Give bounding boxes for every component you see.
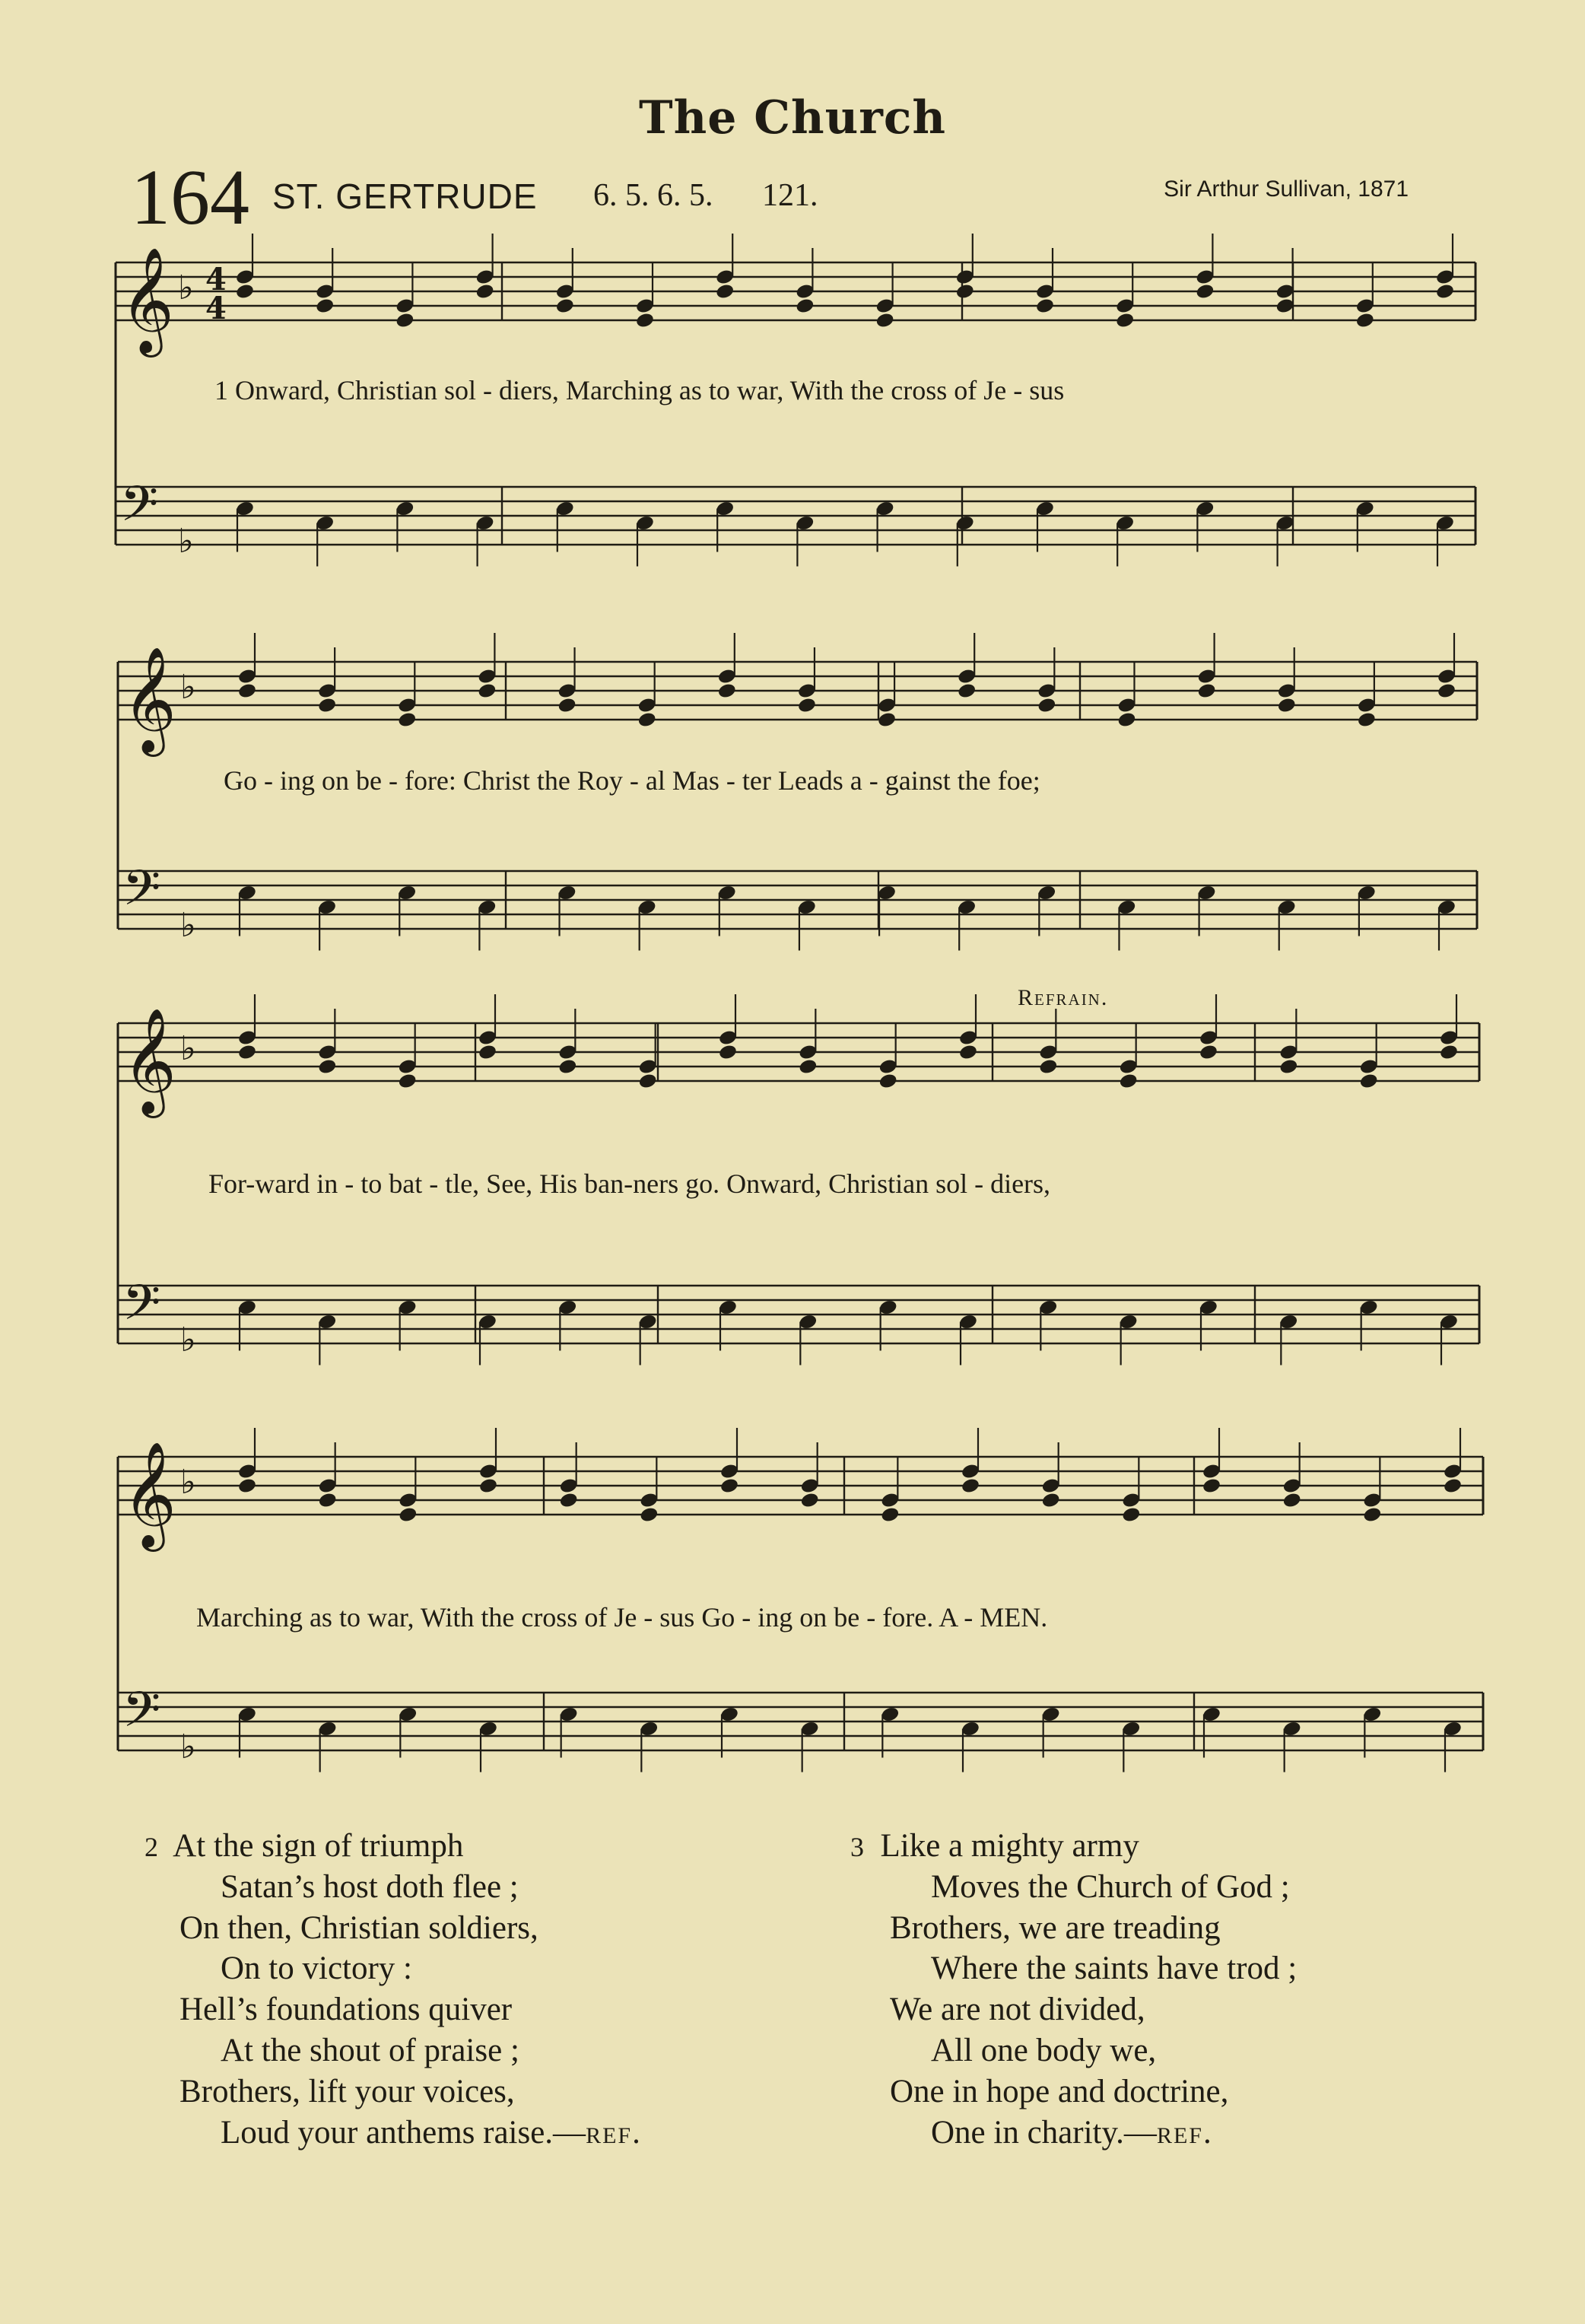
note-head (1275, 297, 1295, 315)
note-head (477, 682, 497, 700)
note-head (880, 1506, 900, 1524)
note-head (875, 312, 895, 329)
flat-key-signature: ♭ (180, 1029, 196, 1068)
verse-line: One in hope and doctrine, (890, 2073, 1229, 2109)
note-head (318, 1492, 338, 1509)
note-head (475, 283, 495, 300)
verse-line: On to victory : (221, 1950, 412, 1987)
note-head (395, 312, 415, 329)
treble-clef: 𝄞 (120, 247, 174, 353)
lyric-line-1: 1 Onward, Christian sol - diers, Marching as to war, With the cross of Je - sus (214, 375, 1065, 405)
verse-line: All one body we, (931, 2032, 1157, 2068)
bass-clef: 𝄢 (122, 1275, 161, 1343)
hymn-number: 164 (131, 154, 249, 241)
verse-line: Satan’s host doth flee ; (221, 1868, 519, 1905)
note-head (878, 1073, 898, 1090)
bass-clef: 𝄢 (122, 860, 161, 929)
note-head (1202, 1477, 1221, 1495)
note-head (1435, 283, 1455, 300)
note-head (717, 682, 737, 700)
note-head (718, 1044, 738, 1061)
verse-number: 2 (145, 1832, 158, 1862)
refrain-mark: ref. (1156, 2114, 1213, 2151)
flat-key-signature: ♭ (180, 1728, 196, 1766)
verse-line: We are not divided, (890, 1992, 1145, 2028)
note-head (397, 711, 417, 729)
treble-clef: 𝄞 (122, 1442, 176, 1547)
running-head: The Church (638, 91, 947, 145)
note-head (1359, 1073, 1379, 1090)
bass-clef: 𝄢 (120, 476, 159, 545)
note-head (1195, 283, 1215, 300)
verse-2 (145, 1826, 642, 2153)
note-head (1035, 297, 1055, 315)
note-head (557, 697, 577, 714)
note-head (235, 283, 255, 300)
tune-name: ST. GERTRUDE (272, 176, 538, 216)
note-head (317, 697, 337, 714)
verse-number: 3 (850, 1832, 864, 1862)
note-head (958, 1044, 978, 1061)
note-head (800, 1492, 820, 1509)
note-head (877, 711, 897, 729)
composer: Sir Arthur Sullivan, 1871 (1164, 176, 1409, 202)
treble-clef: 𝄞 (122, 647, 176, 752)
note-head (1437, 682, 1456, 700)
note-head (1355, 312, 1375, 329)
note-head (398, 1073, 418, 1090)
note-head (1357, 711, 1377, 729)
verse-line: Loud your anthems raise.— (221, 2114, 586, 2151)
verse-line: At the sign of triumph (173, 1828, 464, 1864)
verse-line: At the shout of praise ; (221, 2032, 519, 2068)
flat-key-signature: ♭ (178, 269, 194, 307)
flat-key-signature: ♭ (180, 1463, 196, 1502)
note-head (1116, 711, 1136, 729)
verse-line: Like a mighty army (880, 1828, 1139, 1864)
note-head (557, 1058, 577, 1076)
note-head (961, 1477, 980, 1495)
note-head (637, 711, 657, 729)
verse-line: Brothers, lift your voices, (179, 2073, 515, 2109)
note-head (398, 1506, 418, 1524)
lyric-line-2: Go - ing on be - fore: Christ the Roy - al Mas - ter Leads a - gainst the foe; (224, 765, 1040, 796)
note-head (555, 297, 575, 315)
verse-line: Where the saints have trod ; (931, 1950, 1298, 1987)
verse-line: Moves the Church of God ; (931, 1868, 1290, 1905)
note-head (1037, 697, 1056, 714)
treble-clef: 𝄞 (122, 1008, 176, 1114)
note-head (639, 1506, 659, 1524)
note-head (795, 297, 815, 315)
note-head (478, 1477, 498, 1495)
note-head (559, 1492, 579, 1509)
verse-line: Brothers, we are treading (890, 1909, 1221, 1946)
verse-3 (850, 1826, 1297, 2153)
note-head (1121, 1506, 1141, 1524)
note-head (315, 297, 335, 315)
note-head (1443, 1477, 1463, 1495)
note-head (719, 1477, 739, 1495)
lyric-line-4: Marching as to war, With the cross of Je - sus Go - ing on be - fore. A - MEN. (196, 1602, 1048, 1633)
note-head (1439, 1044, 1459, 1061)
note-head (798, 1058, 818, 1076)
note-head (957, 682, 977, 700)
note-head (1038, 1058, 1058, 1076)
note-head (317, 1058, 337, 1076)
verse-line: One in charity.— (931, 2114, 1157, 2151)
note-head (1115, 312, 1135, 329)
note-head (955, 283, 975, 300)
note-head (237, 682, 257, 700)
note-head (478, 1044, 497, 1061)
note-head (1277, 697, 1297, 714)
time-signature: 4 (205, 262, 227, 297)
note-head (797, 697, 817, 714)
note-head (1278, 1058, 1298, 1076)
refrain-label: Refrain. (1018, 985, 1109, 1010)
note-head (715, 283, 735, 300)
flat-key-signature: ♭ (180, 906, 196, 945)
note-head (1199, 1044, 1218, 1061)
note-head (1119, 1073, 1139, 1090)
bass-clef: 𝄢 (122, 1682, 161, 1750)
flat-key-signature: ♭ (178, 522, 194, 561)
hymnal-reference: 121. (762, 178, 818, 213)
flat-key-signature: ♭ (180, 1321, 196, 1359)
flat-key-signature: ♭ (180, 668, 196, 707)
note-head (1197, 682, 1217, 700)
note-head (1362, 1506, 1382, 1524)
note-head (635, 312, 655, 329)
note-head (638, 1073, 658, 1090)
note-head (1282, 1492, 1302, 1509)
refrain-mark: ref. (586, 2114, 642, 2151)
verse-line: Hell’s foundations quiver (179, 1992, 513, 2028)
lyric-line-3: For-ward in - to bat - tle, See, His ban-ners go. Onward, Christian sol - diers, (208, 1168, 1051, 1199)
meter: 6. 5. 6. 5. (593, 178, 713, 213)
note-head (1041, 1492, 1061, 1509)
note-head (237, 1044, 257, 1061)
time-signature: 4 (205, 291, 227, 326)
note-head (237, 1477, 257, 1495)
verse-line: On then, Christian soldiers, (179, 1909, 538, 1946)
